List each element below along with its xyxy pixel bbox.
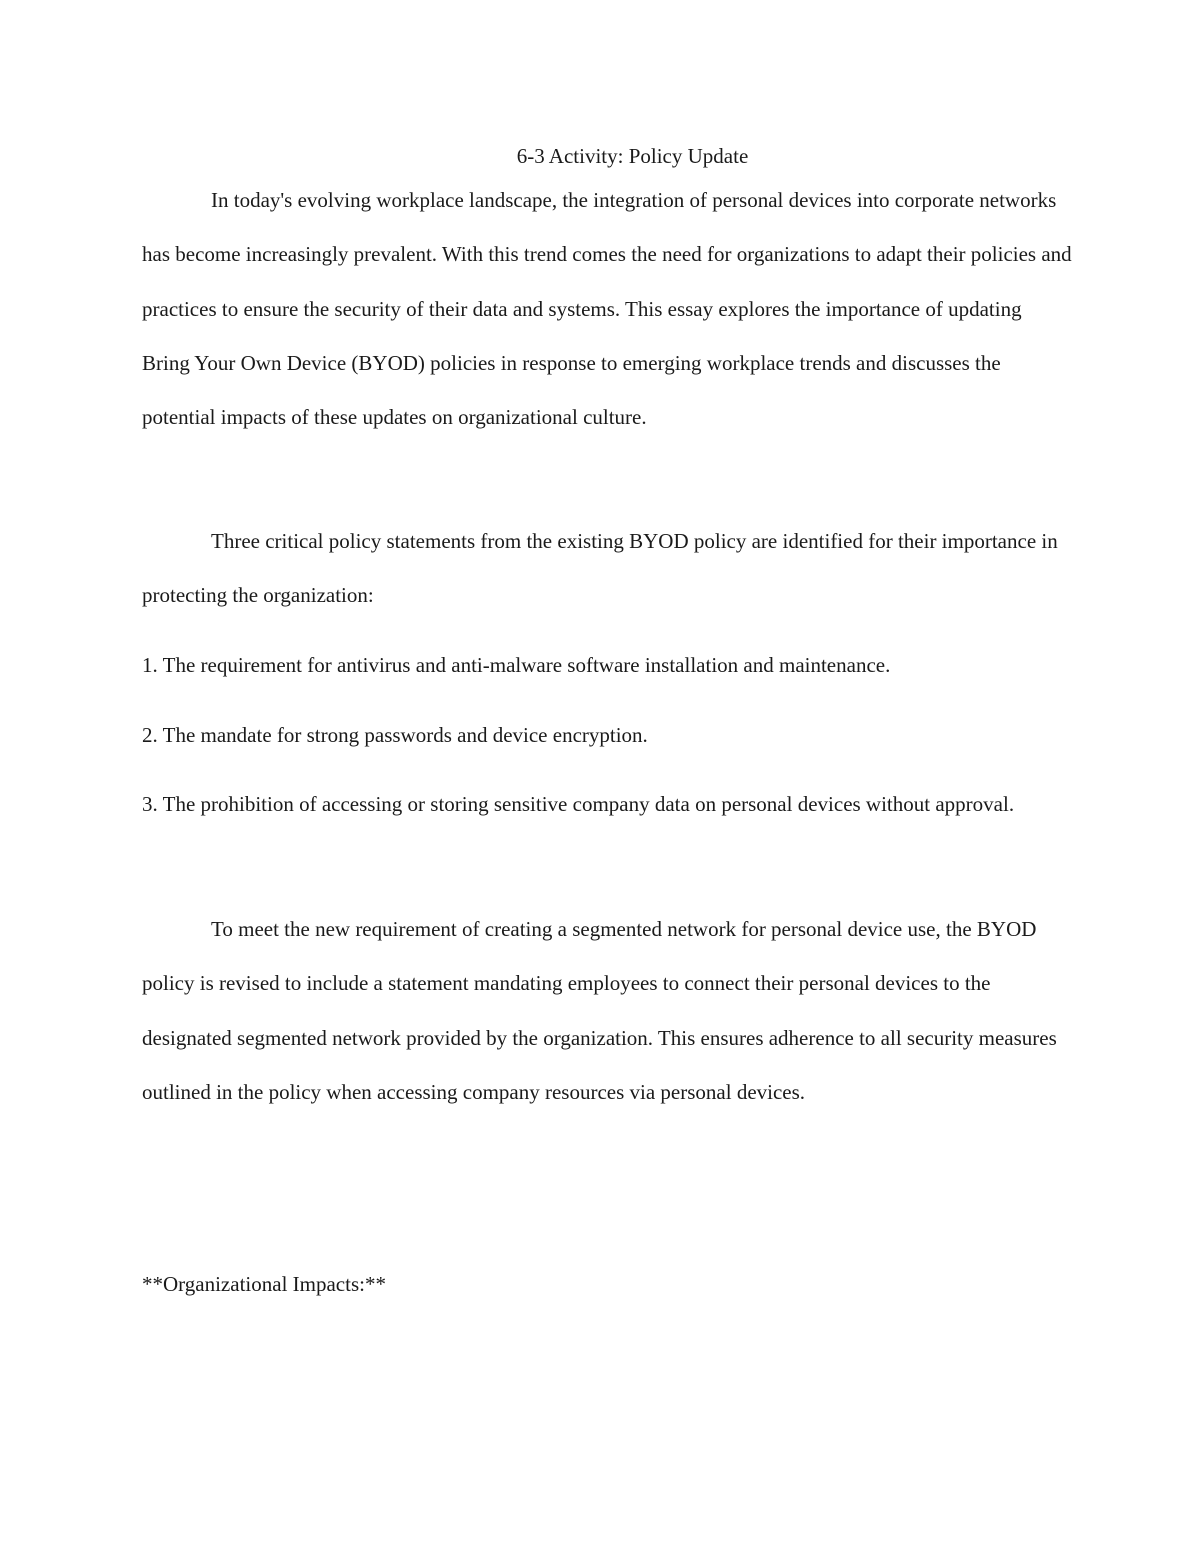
revision-paragraph: To meet the new requirement of creating a segmented network for personal device use, the BYOD policy is revised to include a statement mandating employees to connect their personal devices to the designated segmented network provided by the organization. This ensures adherence to all security measures outlined in the policy when accessing company resources via personal devices. [142, 917, 1057, 1104]
intro-paragraph: In today's evolving workplace landscape, the integration of personal devices into corporate networks has become increasingly prevalent. With this trend comes the need for organizations to adapt their policies and practices to ensure the security of their data and systems. This essay explores the importance of updating Bring Your Own Device (BYOD) policies in response to emerging workplace trends and discusses the potential impacts of these updates on organizational culture. [142, 188, 1072, 430]
list-item: 1. The requirement for antivirus and anti-malware software installation and maintenance. [142, 653, 891, 677]
list-item: 3. The prohibition of accessing or storing sensitive company data on personal devices without approval. [142, 792, 1015, 816]
list-item: 2. The mandate for strong passwords and device encryption. [142, 723, 648, 747]
document-title: 6-3 Activity: Policy Update [516, 144, 749, 168]
policy-statements-intro: Three critical policy statements from the existing BYOD policy are identified for their importance in protecting the organization: [142, 529, 1058, 608]
section-heading: **Organizational Impacts:** [142, 1272, 386, 1296]
